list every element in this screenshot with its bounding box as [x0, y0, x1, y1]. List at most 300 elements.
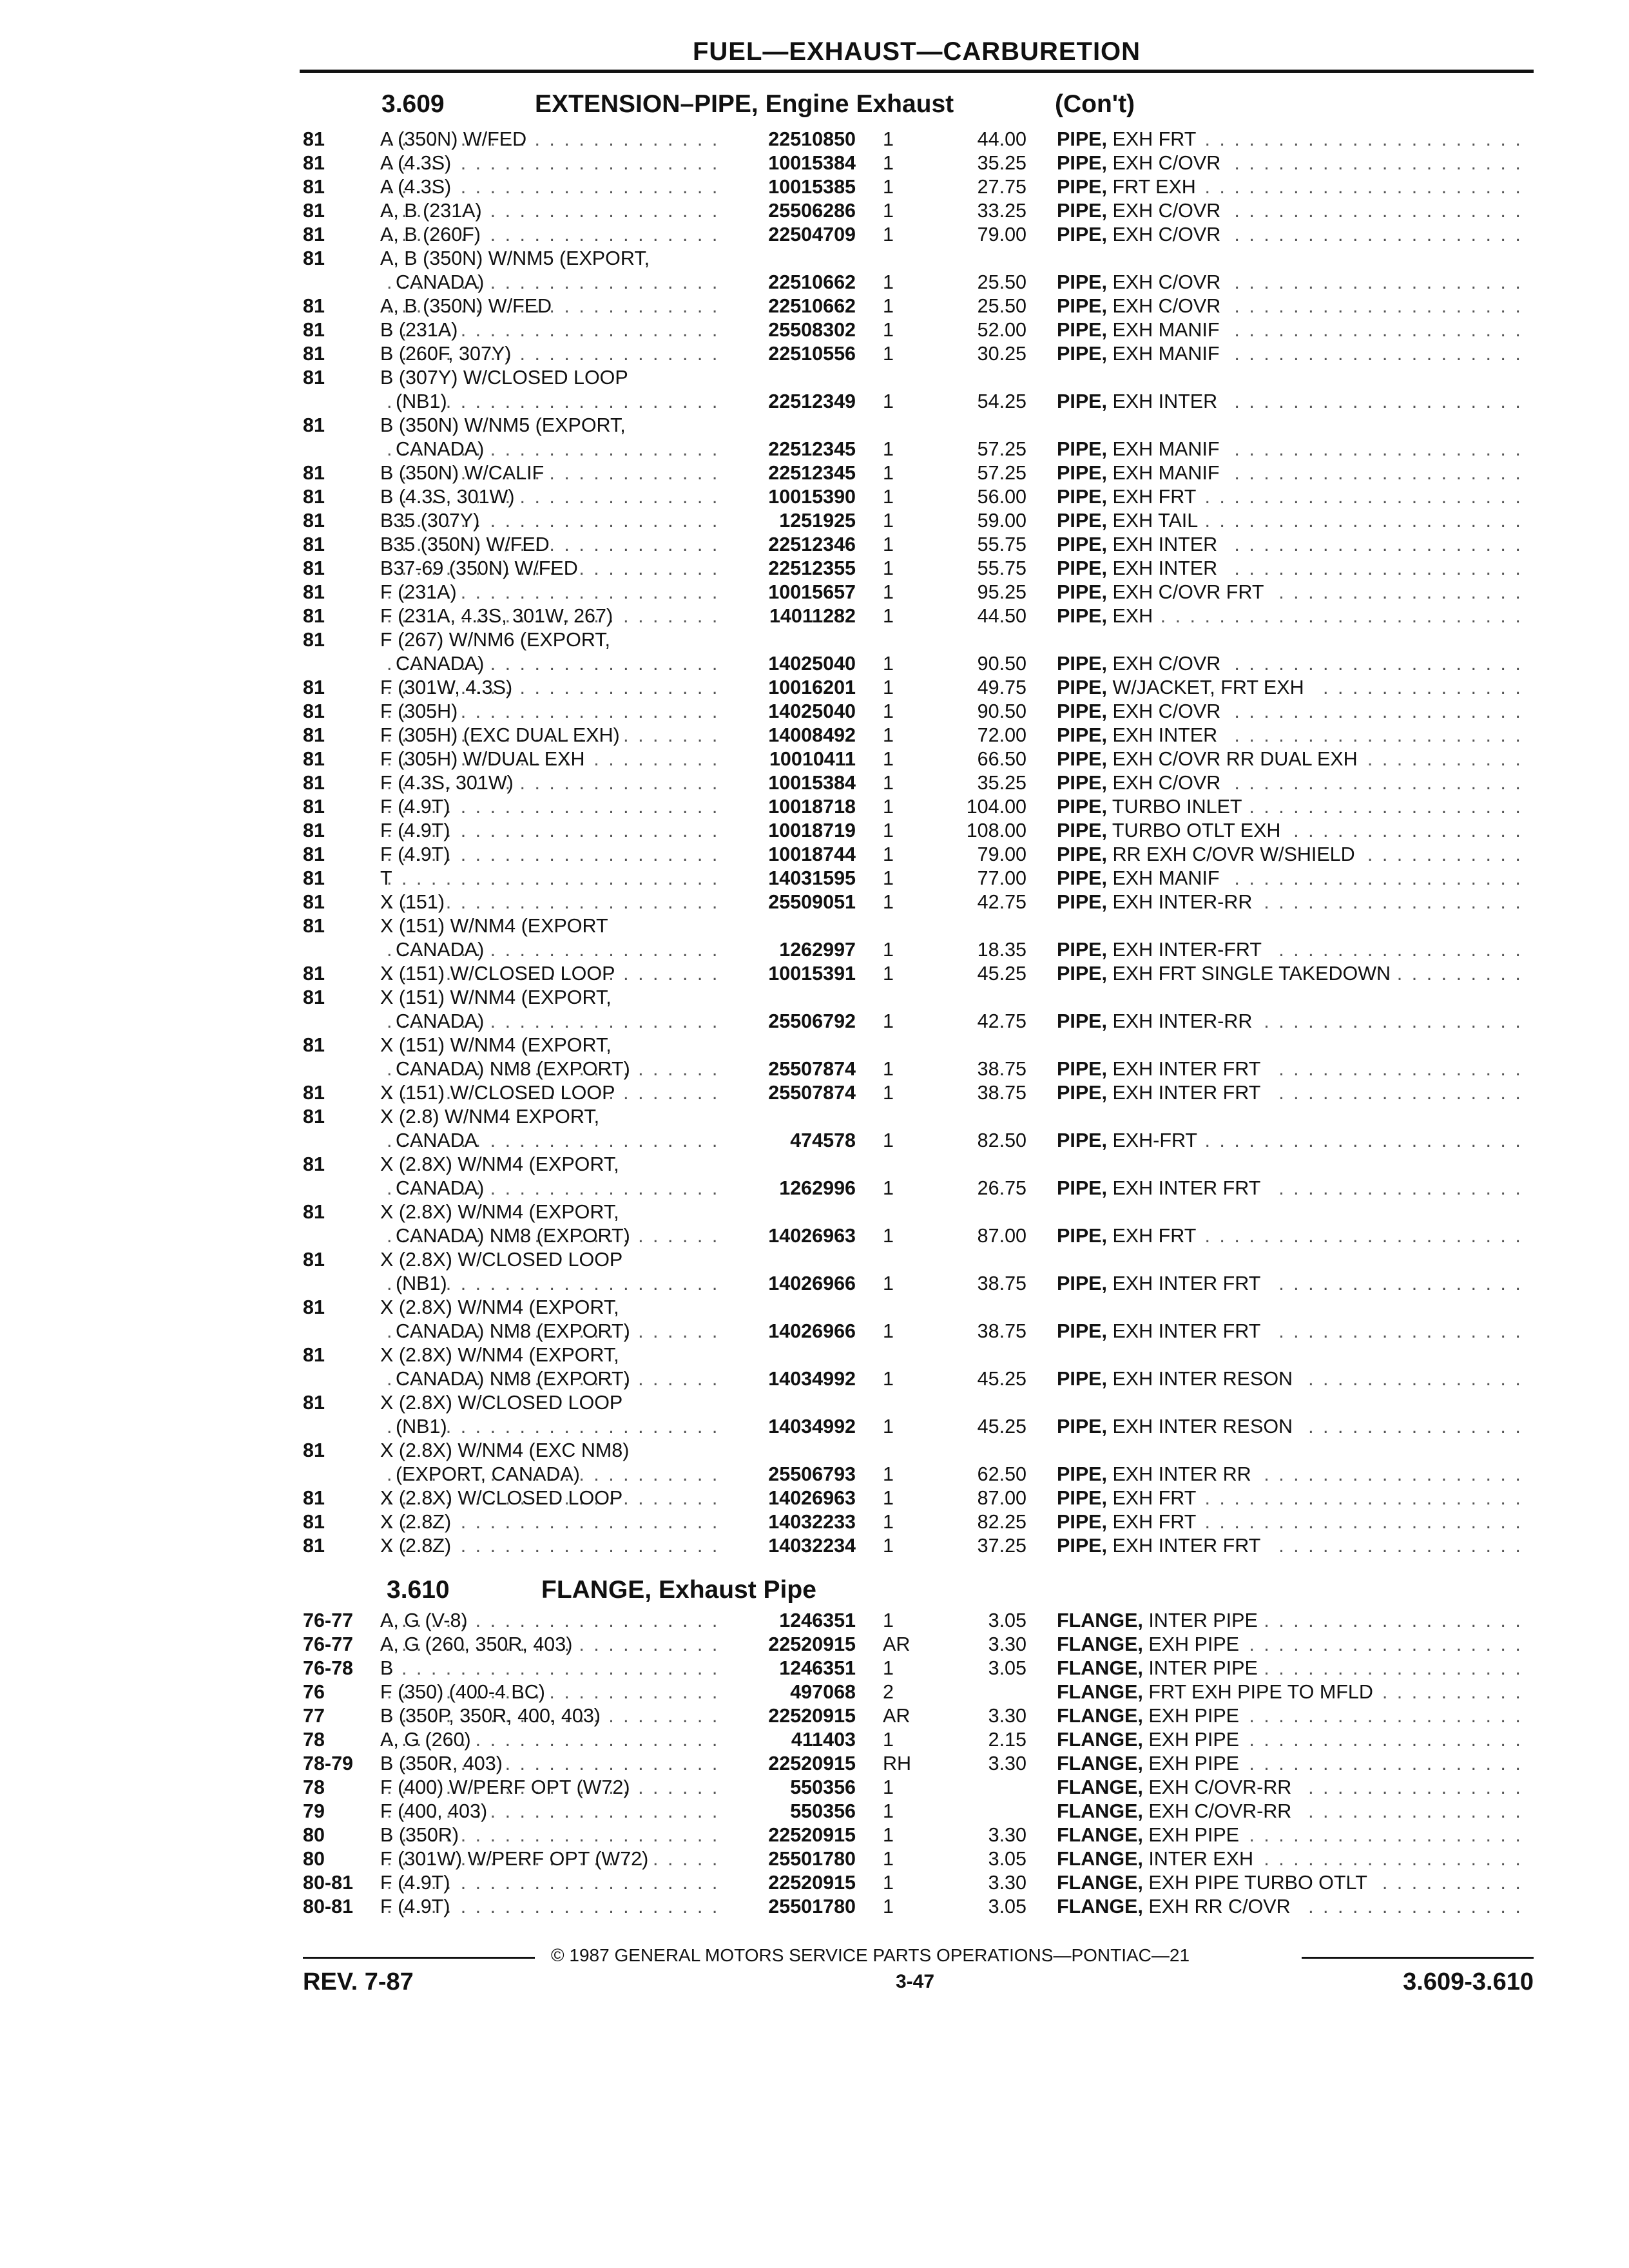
part-detail: EXH INTER: [1106, 533, 1218, 555]
part-number: 14025040: [763, 652, 856, 676]
part-number: 22512345: [763, 437, 856, 461]
model-year: 81: [303, 319, 325, 341]
part-type: PIPE,: [1057, 748, 1107, 770]
part-number: 10016201: [763, 676, 856, 700]
model-year: 81: [303, 963, 325, 985]
part-description: [1057, 557, 1225, 581]
model-application: CANADA): [396, 653, 485, 675]
table-row: [0, 1704, 1629, 1728]
part-description: [1057, 747, 1365, 771]
list-price: 33.25: [977, 200, 1027, 222]
table-row: [0, 914, 1629, 938]
part-type: PIPE,: [1057, 1416, 1107, 1437]
part-number: 550356: [785, 1776, 856, 1800]
part-type: PIPE,: [1057, 152, 1107, 174]
model-year: 81: [303, 224, 325, 245]
part-number: 14026963: [763, 1486, 856, 1510]
footer-rule-left: [303, 1957, 535, 1959]
table-row: [0, 1177, 1629, 1200]
part-type: PIPE,: [1057, 724, 1107, 746]
table-row: [0, 557, 1629, 581]
part-type: PIPE,: [1057, 486, 1107, 508]
part-description: [1057, 771, 1228, 795]
part-description: [1057, 1895, 1298, 1919]
model-year: 81: [303, 176, 325, 198]
part-detail: EXH INTER FRT: [1106, 1177, 1261, 1199]
parts-list-3610: [0, 1609, 1629, 1919]
part-number: 14034992: [763, 1415, 856, 1439]
part-detail: EXH INTER RR: [1106, 1463, 1251, 1485]
model-application: F (4.3S, 301W): [380, 772, 514, 794]
part-description: [1057, 867, 1228, 890]
model-year: 81: [303, 796, 325, 818]
model-application: F (305H) W/DUAL EXH: [380, 748, 585, 770]
table-row: [0, 1033, 1629, 1057]
table-row: [0, 223, 1629, 247]
list-price: 79.00: [977, 843, 1027, 865]
list-price: 18.35: [977, 939, 1027, 961]
part-type: PIPE,: [1057, 1463, 1107, 1485]
model-application: (NB1): [396, 1273, 447, 1294]
quantity: 1: [883, 796, 894, 818]
table-row: [0, 437, 1629, 461]
part-number: 22510850: [763, 128, 856, 151]
section-heading-3609: [0, 90, 1629, 119]
quantity: 1: [883, 152, 894, 174]
part-detail: EXH FRT: [1106, 486, 1197, 508]
table-row: [0, 1847, 1629, 1871]
part-type: FLANGE,: [1057, 1872, 1143, 1894]
model-application: X (151) W/NM4 (EXPORT,: [380, 1034, 612, 1056]
table-row: [0, 1895, 1629, 1919]
part-number: 14026966: [763, 1320, 856, 1343]
part-description: [1057, 1657, 1266, 1680]
part-description: [1057, 533, 1225, 557]
part-type: PIPE,: [1057, 271, 1107, 293]
part-number: 25507874: [763, 1081, 856, 1105]
part-description: [1057, 962, 1398, 986]
model-application: X (2.8Z): [380, 1535, 452, 1557]
part-description: [1057, 819, 1288, 843]
list-price: 3.05: [988, 1610, 1027, 1631]
part-description: [1057, 199, 1228, 223]
table-row: [0, 938, 1629, 962]
model-application: CANADA): [396, 1010, 485, 1032]
list-price: 49.75: [977, 677, 1027, 698]
part-type: PIPE,: [1057, 1058, 1107, 1080]
model-year: 81: [303, 1082, 325, 1104]
model-application: X (2.8X) W/NM4 (EXPORT,: [380, 1296, 619, 1318]
part-type: PIPE,: [1057, 843, 1107, 865]
quantity: 1: [883, 963, 894, 985]
part-detail: EXH FRT: [1106, 1225, 1197, 1247]
model-application: T: [380, 867, 392, 889]
quantity: 1: [883, 939, 894, 961]
quantity: 1: [883, 486, 894, 508]
quantity: 1: [883, 462, 894, 484]
part-type: PIPE,: [1057, 343, 1107, 365]
part-number: 14026966: [763, 1272, 856, 1296]
model-year: 81: [303, 843, 325, 865]
part-detail: RR EXH C/OVR W/SHIELD: [1106, 843, 1355, 865]
table-row: [0, 1609, 1629, 1633]
table-row: [0, 1224, 1629, 1248]
part-type: PIPE,: [1057, 1082, 1107, 1104]
list-price: 56.00: [977, 486, 1027, 508]
part-detail: EXH FRT: [1106, 1511, 1197, 1533]
part-description: [1057, 1272, 1268, 1296]
model-year: 79: [303, 1800, 325, 1822]
part-detail: EXH INTER: [1106, 724, 1218, 746]
model-year: 81: [303, 1296, 325, 1318]
table-row: [0, 724, 1629, 747]
page-header: [300, 37, 1534, 76]
part-type: PIPE,: [1057, 939, 1107, 961]
part-description: [1057, 1010, 1260, 1033]
part-detail: EXH C/OVR-RR: [1142, 1800, 1292, 1822]
part-type: PIPE,: [1057, 867, 1107, 889]
part-type: PIPE,: [1057, 390, 1107, 412]
quantity: 1: [883, 1848, 894, 1870]
quantity: 1: [883, 271, 894, 293]
part-description: [1057, 390, 1225, 414]
list-price: 90.50: [977, 700, 1027, 722]
part-number: 22512346: [763, 533, 856, 557]
model-year: 81: [303, 510, 325, 532]
model-year: 81: [303, 581, 325, 603]
table-row: [0, 1752, 1629, 1776]
list-price: 3.05: [988, 1657, 1027, 1679]
list-price: 87.00: [977, 1487, 1027, 1509]
part-type: PIPE,: [1057, 1511, 1107, 1533]
copyright-notice: © 1987 GENERAL MOTORS SERVICE PARTS OPERATIONS—PONTIAC—21: [551, 1945, 1190, 1965]
quantity: 1: [883, 820, 894, 841]
part-description: [1057, 1728, 1247, 1752]
model-year: 81: [303, 462, 325, 484]
list-price: 3.30: [988, 1872, 1027, 1894]
quantity: 1: [883, 200, 894, 222]
part-description: [1057, 1800, 1299, 1823]
part-detail: EXH INTER-RR: [1106, 891, 1253, 913]
table-row: [0, 342, 1629, 366]
model-application: X (151) W/CLOSED LOOP: [380, 963, 615, 985]
model-application: X (2.8X) W/NM4 (EXPORT,: [380, 1153, 619, 1175]
table-row: [0, 1439, 1629, 1463]
part-detail: EXH-FRT: [1106, 1129, 1198, 1151]
model-application: CANADA): [396, 271, 485, 293]
part-detail: EXH INTER-RR: [1106, 1010, 1253, 1032]
quantity: 1: [883, 390, 894, 412]
part-detail: EXH INTER-FRT: [1106, 939, 1262, 961]
part-description: [1057, 1609, 1266, 1633]
list-price: 45.25: [977, 1416, 1027, 1437]
model-application: A, B (350N) W/NM5 (EXPORT,: [380, 247, 650, 269]
model-application: A (4.3S): [380, 176, 452, 198]
part-number: 10015657: [763, 581, 856, 604]
part-detail: W/JACKET, FRT EXH: [1106, 677, 1304, 698]
part-detail: EXH INTER: [1106, 557, 1218, 579]
model-year: 81: [303, 414, 325, 436]
part-type: PIPE,: [1057, 176, 1107, 198]
part-description: [1057, 1320, 1268, 1343]
table-row: [0, 795, 1629, 819]
list-price: 77.00: [977, 867, 1027, 889]
model-application: X (151) W/NM4 (EXPORT,: [380, 986, 612, 1008]
model-application: X (2.8X) W/NM4 (EXPORT,: [380, 1344, 619, 1366]
quantity: 1: [883, 1273, 894, 1294]
quantity: 1: [883, 748, 894, 770]
model-year: 81: [303, 1535, 325, 1557]
table-row: [0, 151, 1629, 175]
part-number: 22512355: [763, 557, 856, 581]
part-number: 14032234: [763, 1534, 856, 1558]
part-description: [1057, 1081, 1268, 1105]
part-detail: EXH PIPE: [1142, 1729, 1240, 1751]
quantity: 1: [883, 724, 894, 746]
part-type: PIPE,: [1057, 200, 1107, 222]
part-number: 550356: [785, 1800, 856, 1823]
part-detail: TURBO OTLT EXH: [1106, 820, 1281, 841]
part-type: FLANGE,: [1057, 1633, 1143, 1655]
model-year: 81: [303, 295, 325, 317]
model-year: 81: [303, 986, 325, 1008]
table-row: [0, 1057, 1629, 1081]
part-number: 14034992: [763, 1367, 856, 1391]
part-number: 1262997: [774, 938, 856, 962]
list-price: 90.50: [977, 653, 1027, 675]
part-number: 474578: [785, 1129, 856, 1153]
table-row: [0, 247, 1629, 271]
model-year: 81: [303, 700, 325, 722]
model-year: 76-78: [303, 1657, 354, 1679]
part-type: PIPE,: [1057, 1177, 1107, 1199]
model-application: CANADA): [396, 1177, 485, 1199]
part-type: FLANGE,: [1057, 1753, 1143, 1774]
model-year: 81: [303, 748, 325, 770]
list-price: 25.50: [977, 271, 1027, 293]
model-year: 78-79: [303, 1753, 354, 1774]
part-type: PIPE,: [1057, 1320, 1107, 1342]
model-application: B (260F, 307Y): [380, 343, 512, 365]
part-detail: INTER PIPE: [1142, 1657, 1258, 1679]
list-price: 25.50: [977, 295, 1027, 317]
part-number: 497068: [785, 1680, 856, 1704]
part-description: [1057, 461, 1228, 485]
part-type: PIPE,: [1057, 438, 1107, 460]
part-type: PIPE,: [1057, 605, 1107, 627]
table-row: [0, 747, 1629, 771]
model-application: X (2.8) W/NM4 EXPORT,: [380, 1106, 600, 1128]
table-row: [0, 1800, 1629, 1823]
model-application: X (151): [380, 891, 445, 913]
part-description: [1057, 581, 1271, 604]
part-type: FLANGE,: [1057, 1824, 1143, 1846]
model-year: 77: [303, 1705, 325, 1727]
part-type: PIPE,: [1057, 1487, 1107, 1509]
model-year: 81: [303, 533, 325, 555]
part-number: 22512349: [763, 390, 856, 414]
part-type: FLANGE,: [1057, 1896, 1143, 1917]
part-number: 22520915: [763, 1823, 856, 1847]
list-price: 44.00: [977, 128, 1027, 150]
table-row: [0, 1010, 1629, 1033]
part-type: PIPE,: [1057, 581, 1107, 603]
quantity: 1: [883, 1657, 894, 1679]
list-price: 108.00: [966, 820, 1027, 841]
page-title: FUEL—EXHAUST—CARBURETION: [692, 37, 1141, 66]
table-row: [0, 485, 1629, 509]
model-application: X (2.8Z): [380, 1511, 452, 1533]
model-application: X (2.8X) W/CLOSED LOOP: [380, 1392, 623, 1414]
part-description: [1057, 890, 1260, 914]
part-description: [1057, 795, 1250, 819]
part-number: 25508302: [763, 318, 856, 342]
quantity: 1: [883, 557, 894, 579]
model-application: B35 (307Y): [380, 510, 480, 532]
list-price: 2.15: [988, 1729, 1027, 1751]
part-description: [1057, 724, 1225, 747]
part-description: [1057, 1224, 1204, 1248]
model-application: CANADA): [396, 939, 485, 961]
quantity: 1: [883, 224, 894, 245]
list-price: 38.75: [977, 1082, 1027, 1104]
part-detail: EXH INTER RESON: [1106, 1368, 1293, 1390]
list-price: 42.75: [977, 891, 1027, 913]
part-description: [1057, 271, 1228, 294]
model-application: F (400, 403): [380, 1800, 488, 1822]
section-name: FLANGE, Exhaust Pipe: [541, 1576, 816, 1604]
model-application: CANADA): [396, 438, 485, 460]
model-application: A, B (350N) W/FED: [380, 295, 552, 317]
part-detail: EXH FRT: [1106, 128, 1197, 150]
part-type: PIPE,: [1057, 533, 1107, 555]
page-number: 3-47: [896, 1971, 935, 1992]
model-year: 81: [303, 128, 325, 150]
model-application: (NB1): [396, 1416, 447, 1437]
part-number: 1246351: [774, 1609, 856, 1633]
part-type: FLANGE,: [1057, 1729, 1143, 1751]
part-type: PIPE,: [1057, 295, 1107, 317]
quantity: 1: [883, 343, 894, 365]
table-row: [0, 867, 1629, 890]
model-application: B (350P, 350R, 400, 403): [380, 1705, 601, 1727]
dot-leader: [387, 1657, 718, 1680]
quantity: 1: [883, 1320, 894, 1342]
part-number: 14025040: [763, 700, 856, 724]
part-type: PIPE,: [1057, 1273, 1107, 1294]
table-row: [0, 1248, 1629, 1272]
model-application: F (400) W/PERF OPT (W72): [380, 1776, 630, 1798]
model-year: 80: [303, 1848, 325, 1870]
part-description: [1057, 318, 1228, 342]
part-type: FLANGE,: [1057, 1776, 1143, 1798]
section-number: 3.609: [381, 90, 445, 118]
table-row: [0, 676, 1629, 700]
list-price: 3.05: [988, 1848, 1027, 1870]
part-number: 1246351: [774, 1657, 856, 1680]
part-description: [1057, 604, 1161, 628]
part-detail: EXH FRT: [1106, 1487, 1197, 1509]
model-application: B (350R, 403): [380, 1753, 503, 1774]
model-application: F (301W, 4.3S): [380, 677, 513, 698]
part-detail: EXH INTER: [1106, 390, 1218, 412]
part-description: [1057, 1129, 1205, 1153]
model-year: 81: [303, 200, 325, 222]
model-application: (NB1): [396, 390, 447, 412]
part-number: 10015391: [763, 962, 856, 986]
part-description: [1057, 223, 1228, 247]
section-number: 3.610: [387, 1576, 450, 1604]
part-type: PIPE,: [1057, 1010, 1107, 1032]
table-row: [0, 1367, 1629, 1391]
part-detail: EXH C/OVR: [1106, 152, 1221, 174]
quantity: 1: [883, 605, 894, 627]
quantity: 1: [883, 295, 894, 317]
model-year: 81: [303, 1153, 325, 1175]
list-price: 59.00: [977, 510, 1027, 532]
model-year: 81: [303, 557, 325, 579]
list-price: 38.75: [977, 1058, 1027, 1080]
table-row: [0, 318, 1629, 342]
model-year: 81: [303, 343, 325, 365]
model-application: CANADA) NM8 (EXPORT): [396, 1368, 630, 1390]
part-type: PIPE,: [1057, 1368, 1107, 1390]
table-row: [0, 986, 1629, 1010]
quantity: 1: [883, 891, 894, 913]
list-price: 57.25: [977, 438, 1027, 460]
list-price: 44.50: [977, 605, 1027, 627]
part-detail: FRT EXH PIPE TO MFLD: [1142, 1681, 1373, 1703]
part-description: [1057, 1177, 1268, 1200]
model-year: 81: [303, 1201, 325, 1223]
model-year: 80-81: [303, 1872, 354, 1894]
part-type: PIPE,: [1057, 796, 1107, 818]
list-price: 87.00: [977, 1225, 1027, 1247]
quantity: RH: [883, 1753, 912, 1774]
model-year: 81: [303, 1439, 325, 1461]
part-detail: TURBO INLET: [1106, 796, 1242, 818]
part-description: [1057, 938, 1269, 962]
part-description: [1057, 1415, 1300, 1439]
quantity: 1: [883, 843, 894, 865]
list-price: 30.25: [977, 343, 1027, 365]
part-number: 25501780: [763, 1847, 856, 1871]
model-year: 81: [303, 605, 325, 627]
part-number: 14011282: [764, 604, 856, 628]
table-row: [0, 461, 1629, 485]
list-price: 55.75: [977, 557, 1027, 579]
model-application: CANADA: [396, 1129, 478, 1151]
list-price: 82.25: [977, 1511, 1027, 1533]
model-application: A (350N) W/FED: [380, 128, 527, 150]
part-description: [1057, 1057, 1268, 1081]
part-number: 22520915: [763, 1752, 856, 1776]
part-description: [1057, 1823, 1247, 1847]
list-price: 54.25: [977, 390, 1027, 412]
part-detail: EXH C/OVR: [1106, 772, 1221, 794]
quantity: 1: [883, 1511, 894, 1533]
model-year: 81: [303, 891, 325, 913]
part-description: [1057, 1752, 1247, 1776]
list-price: 82.50: [977, 1129, 1027, 1151]
part-description: [1057, 1704, 1247, 1728]
model-application: F (4.9T): [380, 796, 450, 818]
part-description: [1057, 1463, 1259, 1486]
list-price: 62.50: [977, 1463, 1027, 1485]
model-year: 81: [303, 152, 325, 174]
table-row: [0, 390, 1629, 414]
quantity: 1: [883, 510, 894, 532]
